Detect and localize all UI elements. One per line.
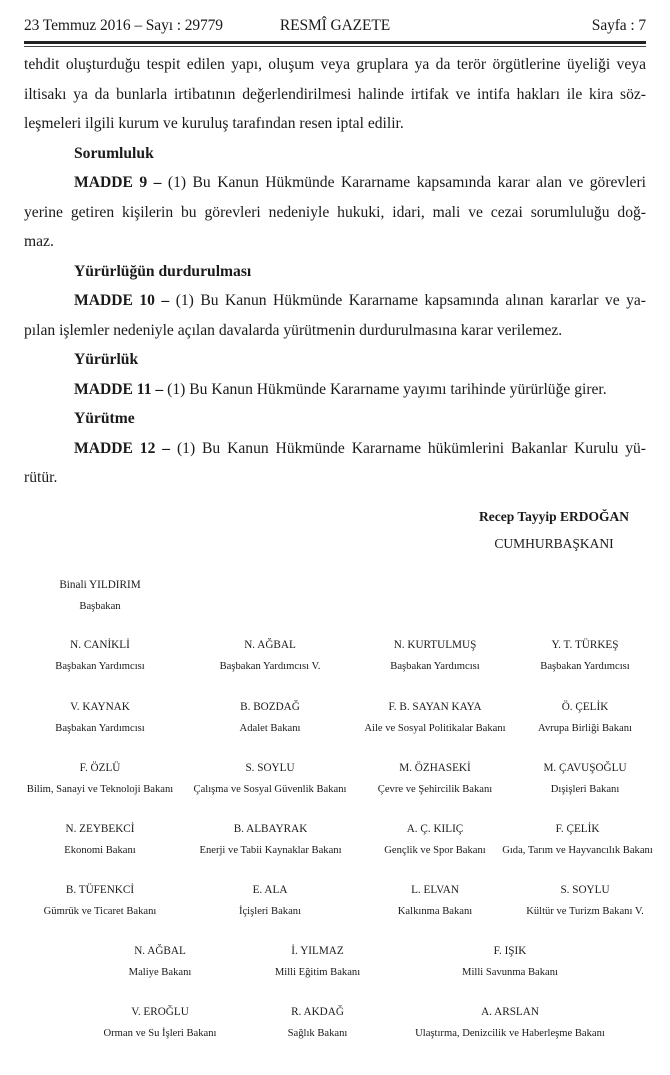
signatory: M. ÖZHASEKİ Çevre ve Şehircilik Bakanı	[377, 762, 493, 795]
article-label: MADDE 9 –	[74, 174, 162, 191]
article-10: MADDE 10 – (1) Bu Kanun Hükmünde Kararname kapsamında alınan kararlar ve ya- pılan işlemler nedeniyle açılan davalarda yürütmenin durdurulmasına karar verilemez.	[24, 286, 646, 345]
signatory: M. ÇAVUŞOĞLU Dışişleri Bakanı	[543, 762, 627, 795]
header-rule-thick	[24, 41, 646, 44]
signatory: L. ELVAN Kalkınma Bakanı	[397, 884, 473, 917]
section-heading-yururluk: Yürürlük	[74, 351, 139, 368]
signatory: Y. T. TÜRKEŞ Başbakan Yardımcısı	[540, 639, 630, 672]
signatory	[35, 574, 165, 618]
text-line: pılan işlemler nedeniyle açılan davalarda yürütmenin durdurulmasına karar verilemez.	[24, 321, 563, 339]
header-rule-thin	[24, 46, 646, 47]
signatory-title: Başbakan	[79, 601, 121, 612]
president-signature	[454, 503, 654, 557]
signatory: B. TÜFENKCİ Gümrük ve Ticaret Bakanı	[43, 884, 157, 917]
continuation-paragraph	[24, 50, 646, 139]
signatory: F. B. SAYAN KAYA Aile ve Sosyal Politikalar Bakanı	[364, 701, 506, 734]
section-heading-sorumluluk: Sorumluluk	[74, 144, 154, 162]
text-line: iltisakı ya da bunlarla irtibatının değerlendirilmesi halinde irtifak ve intifa hakları ile kira söz-	[24, 85, 646, 103]
article-11: MADDE 11 – (1) Bu Kanun Hükmünde Kararname yayımı tarihinde yürürlüğe girer.	[74, 380, 607, 398]
text-line: maz.	[24, 233, 54, 250]
signatory: V. EROĞLU Orman ve Su İşleri Bakanı	[103, 1006, 217, 1039]
page-number: Sayfa : 7	[591, 17, 646, 34]
signatory: N. KURTULMUŞ Başbakan Yardımcısı	[390, 639, 480, 672]
document-body	[24, 50, 646, 493]
signatory: F. IŞIK Milli Savunma Bakanı	[462, 945, 558, 978]
signatory: F. ÖZLÜ Bilim, Sanayi ve Teknoloji Bakanı	[26, 762, 174, 795]
text-line: leşmeleri ilgili kurum ve kuruluş tarafından resen iptal edilir.	[24, 115, 404, 132]
section-heading-yurutme: Yürütme	[74, 410, 135, 427]
signatory: N. CANİKLİ Başbakan Yardımcısı	[55, 639, 145, 672]
signatory: İ. YILMAZ Milli Eğitim Bakanı	[274, 945, 361, 978]
text-line: yerine getiren kişilerin bu görevleri nedeniyle hukuki, idari, mali ve cezai sorumluluğu doğ-	[24, 203, 646, 221]
text-line: rütür.	[24, 469, 58, 486]
president-title: CUMHURBAŞKANI	[494, 536, 614, 551]
signatory: F. ÇELİK Gıda, Tarım ve Hayvancılık Bakanı	[502, 823, 653, 856]
president-name: Recep Tayyip ERDOĞAN	[478, 509, 630, 524]
section-heading-yururlugun-durdurulmasi: Yürürlüğün durdurulması	[74, 262, 252, 280]
article-label: MADDE 11 –	[74, 380, 164, 398]
article-12: MADDE 12 – (1) Bu Kanun Hükmünde Kararname hükümlerini Bakanlar Kurulu yü- rütür.	[24, 434, 646, 493]
publication-title: RESMÎ GAZETE	[279, 17, 391, 34]
signatory: N. AĞBAL Başbakan Yardımcısı V.	[219, 639, 321, 672]
article-label: MADDE 10 –	[74, 292, 170, 309]
signatory: N. AĞBAL Maliye Bakanı	[128, 945, 192, 978]
signatory: N. ZEYBEKCİ Ekonomi Bakanı	[64, 823, 136, 856]
signatory: B. BOZDAĞ Adalet Bakanı	[239, 701, 301, 734]
text-line: tehdit oluşturduğu tespit edilen yapı, oluşum veya gruplara ya da terör örgütlerine üyeliği veya	[24, 56, 646, 73]
signatory: S. SOYLU Çalışma ve Sosyal Güvenlik Bakanı	[193, 762, 347, 795]
signatory-name: Binali YILDIRIM	[59, 579, 141, 591]
article-9: MADDE 9 – (1) Bu Kanun Hükmünde Kararname kapsamında karar alan ve görevleri yerine getiren kişilerin bu görevleri nedeniyle hukuki, idari, mali ve cezai sorumluluğu doğ- maz.	[24, 168, 646, 257]
signatory: S. SOYLU Kültür ve Turizm Bakanı V.	[526, 884, 644, 917]
signatory: B. ALBAYRAK Enerji ve Tabii Kaynaklar Bakanı	[199, 823, 342, 856]
signatory: E. ALA İçişleri Bakanı	[238, 884, 302, 917]
signatory: A. Ç. KILIÇ Gençlik ve Spor Bakanı	[384, 823, 486, 856]
signatory: A. ARSLAN Ulaştırma, Denizcilik ve Haberleşme Bakanı	[415, 1006, 605, 1039]
issue-date-number: 23 Temmuz 2016 – Sayı : 29779	[24, 17, 223, 34]
page-header	[24, 17, 646, 37]
signatory: R. AKDAĞ Sağlık Bakanı	[287, 1006, 348, 1039]
signatory: V. KAYNAK Başbakan Yardımcısı	[55, 701, 145, 734]
article-label: MADDE 12 –	[74, 439, 171, 457]
signatory: Ö. ÇELİK Avrupa Birliği Bakanı	[538, 701, 632, 734]
